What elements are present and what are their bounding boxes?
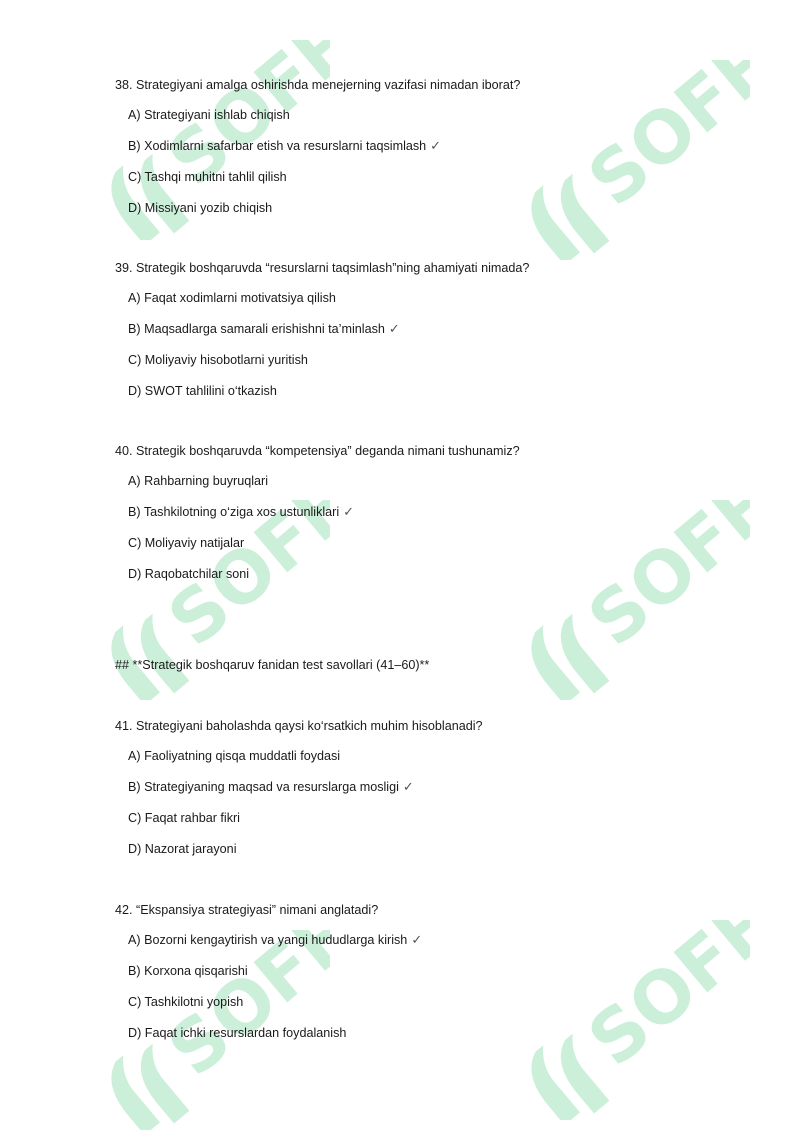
checkmark-icon: ✓ [411,932,423,947]
checkmark-icon: ✓ [388,321,400,336]
question-block [115,717,483,858]
watermark-text: SOFF [152,930,330,1093]
question-block [115,76,520,217]
answer-option: C) Tashkilotni yopish [128,995,244,1009]
soff-watermark-logo [490,60,750,260]
watermark-text: SOFF [572,500,750,663]
question-text: 39. Strategik boshqaruvda “resurslarni taqsimlash”ning ahamiyati nimada? [115,261,530,275]
section-heading: ## **Strategik boshqaruv fanidan test savollari (41–60)** [115,658,430,672]
answer-option: D) Missiyani yozib chiqish [128,201,273,215]
answer-option: A) Faoliyatning qisqa muddatli foydasi [128,749,341,763]
answer-option: B) Xodimlarni safarbar etish va resurslarni taqsimlash ✓ [128,138,442,153]
checkmark-icon: ✓ [430,138,442,153]
question-block [115,442,520,583]
answer-option: C) Tashqi muhitni tahlil qilish [128,170,287,184]
answer-option: B) Strategiyaning maqsad va resurslarga mosligi ✓ [128,779,414,794]
answer-option: B) Maqsadlarga samarali erishishni ta’minlash ✓ [128,321,400,336]
answer-option: B) Korxona qisqarishi [128,964,248,978]
answer-option: D) Raqobatchilar soni [128,567,250,581]
checkmark-icon: ✓ [402,779,414,794]
answer-option: C) Moliyaviy hisobotlarni yuritish [128,353,308,367]
soff-watermark-logo [490,500,750,700]
question-block [115,901,422,1042]
question-text: 38. Strategiyani amalga oshirishda menejerning vazifasi nimadan iborat? [115,78,521,92]
answer-option: A) Bozorni kengaytirish va yangi hududlarga kirish ✓ [128,932,423,947]
answer-option: D) SWOT tahlilini o‘tkazish [128,384,277,398]
answer-option: A) Faqat xodimlarni motivatsiya qilish [128,291,336,305]
question-text: 42. “Ekspansiya strategiyasi” nimani anglatadi? [115,903,379,917]
watermark-text: SOFF [572,60,750,223]
question-text: 41. Strategiyani baholashda qaysi ko‘rsatkich muhim hisoblanadi? [115,719,483,733]
question-text: 40. Strategik boshqaruvda “kompetensiya” deganda nimani tushunamiz? [115,444,520,458]
soff-watermark-logo [490,920,750,1120]
answer-option: D) Nazorat jarayoni [128,842,237,856]
watermark-text: SOFF [572,920,750,1083]
watermark-text: SOFF [152,500,330,663]
checkmark-icon: ✓ [343,504,355,519]
answer-option: A) Strategiyani ishlab chiqish [128,108,290,122]
answer-option: A) Rahbarning buyruqlari [128,474,269,488]
answer-option: D) Faqat ichki resurslardan foydalanish [128,1026,347,1040]
answer-option: B) Tashkilotning o‘ziga xos ustunliklari ✓ [128,504,355,519]
watermark-text: SOFF [152,40,330,203]
question-block [115,259,529,400]
answer-option: C) Moliyaviy natijalar [128,536,245,550]
answer-option: C) Faqat rahbar fikri [128,811,240,825]
